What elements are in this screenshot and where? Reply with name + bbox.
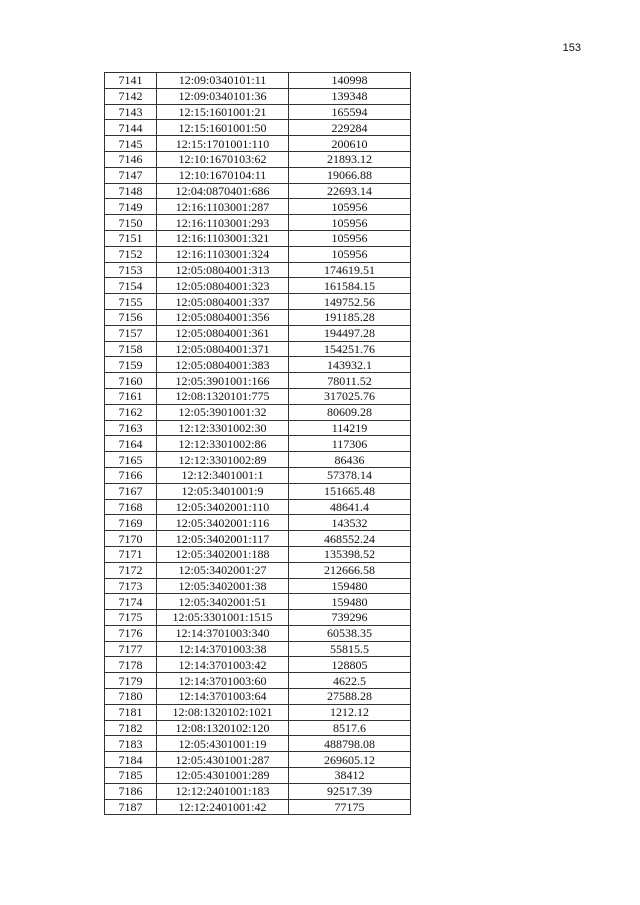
table-row <box>105 341 411 357</box>
value-cell: 105956 <box>289 199 411 215</box>
cadastral-number-cell: 12:12:3401001:1 <box>157 467 289 483</box>
table-row <box>105 373 411 389</box>
row-number-cell: 7141 <box>105 73 157 89</box>
table-row <box>105 325 411 341</box>
value-cell: 139348 <box>289 88 411 104</box>
value-cell: 135398.52 <box>289 546 411 562</box>
row-number-cell: 7176 <box>105 625 157 641</box>
row-number-cell: 7153 <box>105 262 157 278</box>
table-row <box>105 515 411 531</box>
table-row <box>105 199 411 215</box>
row-number-cell: 7148 <box>105 183 157 199</box>
table-row <box>105 799 411 815</box>
table-row <box>105 499 411 515</box>
cadastral-number-cell: 12:05:4301001:19 <box>157 736 289 752</box>
value-cell: 269605.12 <box>289 752 411 768</box>
row-number-cell: 7182 <box>105 720 157 736</box>
cadastral-number-cell: 12:05:3402001:51 <box>157 594 289 610</box>
cadastral-number-cell: 12:05:0804001:323 <box>157 278 289 294</box>
value-cell: 38412 <box>289 768 411 784</box>
row-number-cell: 7152 <box>105 246 157 262</box>
row-number-cell: 7180 <box>105 689 157 705</box>
table-row <box>105 657 411 673</box>
value-cell: 57378.14 <box>289 467 411 483</box>
row-number-cell: 7184 <box>105 752 157 768</box>
cadastral-number-cell: 12:05:3402001:38 <box>157 578 289 594</box>
cadastral-number-cell: 12:08:1320102:1021 <box>157 704 289 720</box>
row-number-cell: 7161 <box>105 388 157 404</box>
row-number-cell: 7145 <box>105 136 157 152</box>
table-row <box>105 136 411 152</box>
value-cell: 22693.14 <box>289 183 411 199</box>
cadastral-number-cell: 12:16:1103001:321 <box>157 230 289 246</box>
table-row <box>105 151 411 167</box>
table-row <box>105 215 411 231</box>
row-number-cell: 7142 <box>105 88 157 104</box>
cadastral-number-cell: 12:12:3301002:30 <box>157 420 289 436</box>
table-row <box>105 483 411 499</box>
table-row <box>105 183 411 199</box>
table-row <box>105 73 411 89</box>
value-cell: 1212.12 <box>289 704 411 720</box>
table-row <box>105 230 411 246</box>
cadastral-number-cell: 12:04:0870401:686 <box>157 183 289 199</box>
cadastral-number-cell: 12:15:1601001:50 <box>157 120 289 136</box>
row-number-cell: 7187 <box>105 799 157 815</box>
cadastral-number-cell: 12:12:2401001:183 <box>157 783 289 799</box>
value-cell: 165594 <box>289 104 411 120</box>
table-row <box>105 768 411 784</box>
row-number-cell: 7168 <box>105 499 157 515</box>
cadastral-number-cell: 12:05:0804001:371 <box>157 341 289 357</box>
row-number-cell: 7149 <box>105 199 157 215</box>
value-cell: 149752.56 <box>289 294 411 310</box>
value-cell: 80609.28 <box>289 404 411 420</box>
value-cell: 128805 <box>289 657 411 673</box>
value-cell: 114219 <box>289 420 411 436</box>
row-number-cell: 7172 <box>105 562 157 578</box>
cadastral-number-cell: 12:05:3402001:117 <box>157 531 289 547</box>
table-row <box>105 420 411 436</box>
value-cell: 212666.58 <box>289 562 411 578</box>
table-row <box>105 309 411 325</box>
row-number-cell: 7185 <box>105 768 157 784</box>
table-row <box>105 704 411 720</box>
cadastral-number-cell: 12:05:0804001:337 <box>157 294 289 310</box>
row-number-cell: 7143 <box>105 104 157 120</box>
value-cell: 468552.24 <box>289 531 411 547</box>
cadastral-number-cell: 12:10:1670103:62 <box>157 151 289 167</box>
cadastral-number-cell: 12:16:1103001:324 <box>157 246 289 262</box>
row-number-cell: 7173 <box>105 578 157 594</box>
row-number-cell: 7179 <box>105 673 157 689</box>
value-cell: 143532 <box>289 515 411 531</box>
row-number-cell: 7146 <box>105 151 157 167</box>
value-cell: 159480 <box>289 594 411 610</box>
cadastral-number-cell: 12:05:0804001:356 <box>157 309 289 325</box>
row-number-cell: 7169 <box>105 515 157 531</box>
value-cell: 200610 <box>289 136 411 152</box>
value-cell: 92517.39 <box>289 783 411 799</box>
value-cell: 159480 <box>289 578 411 594</box>
cadastral-number-cell: 12:05:4301001:289 <box>157 768 289 784</box>
cadastral-number-cell: 12:05:3402001:188 <box>157 546 289 562</box>
row-number-cell: 7183 <box>105 736 157 752</box>
cadastral-number-cell: 12:12:3301002:86 <box>157 436 289 452</box>
table-body <box>105 73 411 815</box>
row-number-cell: 7164 <box>105 436 157 452</box>
row-number-cell: 7186 <box>105 783 157 799</box>
table-row <box>105 246 411 262</box>
value-cell: 194497.28 <box>289 325 411 341</box>
row-number-cell: 7170 <box>105 531 157 547</box>
row-number-cell: 7160 <box>105 373 157 389</box>
row-number-cell: 7165 <box>105 452 157 468</box>
cadastral-number-cell: 12:05:3901001:32 <box>157 404 289 420</box>
table-row <box>105 610 411 626</box>
row-number-cell: 7144 <box>105 120 157 136</box>
cadastral-number-cell: 12:05:0804001:313 <box>157 262 289 278</box>
table-row <box>105 783 411 799</box>
row-number-cell: 7167 <box>105 483 157 499</box>
row-number-cell: 7178 <box>105 657 157 673</box>
table-row <box>105 436 411 452</box>
cadastral-number-cell: 12:14:3701003:60 <box>157 673 289 689</box>
table-row <box>105 120 411 136</box>
cadastral-number-cell: 12:15:1601001:21 <box>157 104 289 120</box>
data-table <box>104 72 411 815</box>
table-row <box>105 167 411 183</box>
value-cell: 55815.5 <box>289 641 411 657</box>
value-cell: 105956 <box>289 230 411 246</box>
value-cell: 105956 <box>289 246 411 262</box>
value-cell: 151665.48 <box>289 483 411 499</box>
table-row <box>105 736 411 752</box>
value-cell: 117306 <box>289 436 411 452</box>
table-row <box>105 673 411 689</box>
value-cell: 739296 <box>289 610 411 626</box>
cadastral-number-cell: 12:05:3402001:27 <box>157 562 289 578</box>
cadastral-number-cell: 12:12:2401001:42 <box>157 799 289 815</box>
value-cell: 488798.08 <box>289 736 411 752</box>
table-row <box>105 278 411 294</box>
row-number-cell: 7150 <box>105 215 157 231</box>
cadastral-number-cell: 12:14:3701003:340 <box>157 625 289 641</box>
cadastral-number-cell: 12:05:3402001:110 <box>157 499 289 515</box>
value-cell: 4622.5 <box>289 673 411 689</box>
cadastral-number-cell: 12:10:1670104:11 <box>157 167 289 183</box>
cadastral-number-cell: 12:05:3301001:1515 <box>157 610 289 626</box>
table-row <box>105 562 411 578</box>
table-row <box>105 452 411 468</box>
table-row <box>105 720 411 736</box>
cadastral-number-cell: 12:05:4301001:287 <box>157 752 289 768</box>
row-number-cell: 7151 <box>105 230 157 246</box>
table-row <box>105 578 411 594</box>
table-row <box>105 467 411 483</box>
cadastral-number-cell: 12:14:3701003:38 <box>157 641 289 657</box>
table-row <box>105 625 411 641</box>
value-cell: 143932.1 <box>289 357 411 373</box>
value-cell: 77175 <box>289 799 411 815</box>
row-number-cell: 7181 <box>105 704 157 720</box>
cadastral-number-cell: 12:05:0804001:383 <box>157 357 289 373</box>
cadastral-number-cell: 12:09:0340101:11 <box>157 73 289 89</box>
cadastral-number-cell: 12:05:3402001:116 <box>157 515 289 531</box>
value-cell: 78011.52 <box>289 373 411 389</box>
table-row <box>105 104 411 120</box>
table-row <box>105 546 411 562</box>
row-number-cell: 7163 <box>105 420 157 436</box>
table-row <box>105 404 411 420</box>
cadastral-number-cell: 12:14:3701003:42 <box>157 657 289 673</box>
page-number: 153 <box>562 42 581 54</box>
value-cell: 191185.28 <box>289 309 411 325</box>
row-number-cell: 7175 <box>105 610 157 626</box>
value-cell: 60538.35 <box>289 625 411 641</box>
row-number-cell: 7177 <box>105 641 157 657</box>
table-row <box>105 357 411 373</box>
cadastral-number-cell: 12:08:1320101:775 <box>157 388 289 404</box>
value-cell: 21893.12 <box>289 151 411 167</box>
row-number-cell: 7166 <box>105 467 157 483</box>
value-cell: 19066.88 <box>289 167 411 183</box>
value-cell: 27588.28 <box>289 689 411 705</box>
value-cell: 161584.15 <box>289 278 411 294</box>
row-number-cell: 7157 <box>105 325 157 341</box>
value-cell: 48641.4 <box>289 499 411 515</box>
cadastral-number-cell: 12:08:1320102:120 <box>157 720 289 736</box>
table-row <box>105 641 411 657</box>
row-number-cell: 7174 <box>105 594 157 610</box>
value-cell: 154251.76 <box>289 341 411 357</box>
cadastral-number-cell: 12:05:3401001:9 <box>157 483 289 499</box>
value-cell: 8517.6 <box>289 720 411 736</box>
cadastral-number-cell: 12:09:0340101:36 <box>157 88 289 104</box>
row-number-cell: 7147 <box>105 167 157 183</box>
table-row <box>105 531 411 547</box>
table-row <box>105 388 411 404</box>
value-cell: 140998 <box>289 73 411 89</box>
value-cell: 86436 <box>289 452 411 468</box>
value-cell: 317025.76 <box>289 388 411 404</box>
row-number-cell: 7171 <box>105 546 157 562</box>
row-number-cell: 7158 <box>105 341 157 357</box>
row-number-cell: 7159 <box>105 357 157 373</box>
value-cell: 174619.51 <box>289 262 411 278</box>
cadastral-number-cell: 12:15:1701001:110 <box>157 136 289 152</box>
cadastral-number-cell: 12:14:3701003:64 <box>157 689 289 705</box>
table-row <box>105 262 411 278</box>
row-number-cell: 7154 <box>105 278 157 294</box>
value-cell: 229284 <box>289 120 411 136</box>
row-number-cell: 7155 <box>105 294 157 310</box>
cadastral-number-cell: 12:16:1103001:293 <box>157 215 289 231</box>
cadastral-number-cell: 12:05:0804001:361 <box>157 325 289 341</box>
table-row <box>105 752 411 768</box>
cadastral-number-cell: 12:16:1103001:287 <box>157 199 289 215</box>
cadastral-number-cell: 12:12:3301002:89 <box>157 452 289 468</box>
row-number-cell: 7162 <box>105 404 157 420</box>
row-number-cell: 7156 <box>105 309 157 325</box>
table-row <box>105 594 411 610</box>
cadastral-number-cell: 12:05:3901001:166 <box>157 373 289 389</box>
value-cell: 105956 <box>289 215 411 231</box>
table-row <box>105 88 411 104</box>
table-row <box>105 294 411 310</box>
table-row <box>105 689 411 705</box>
